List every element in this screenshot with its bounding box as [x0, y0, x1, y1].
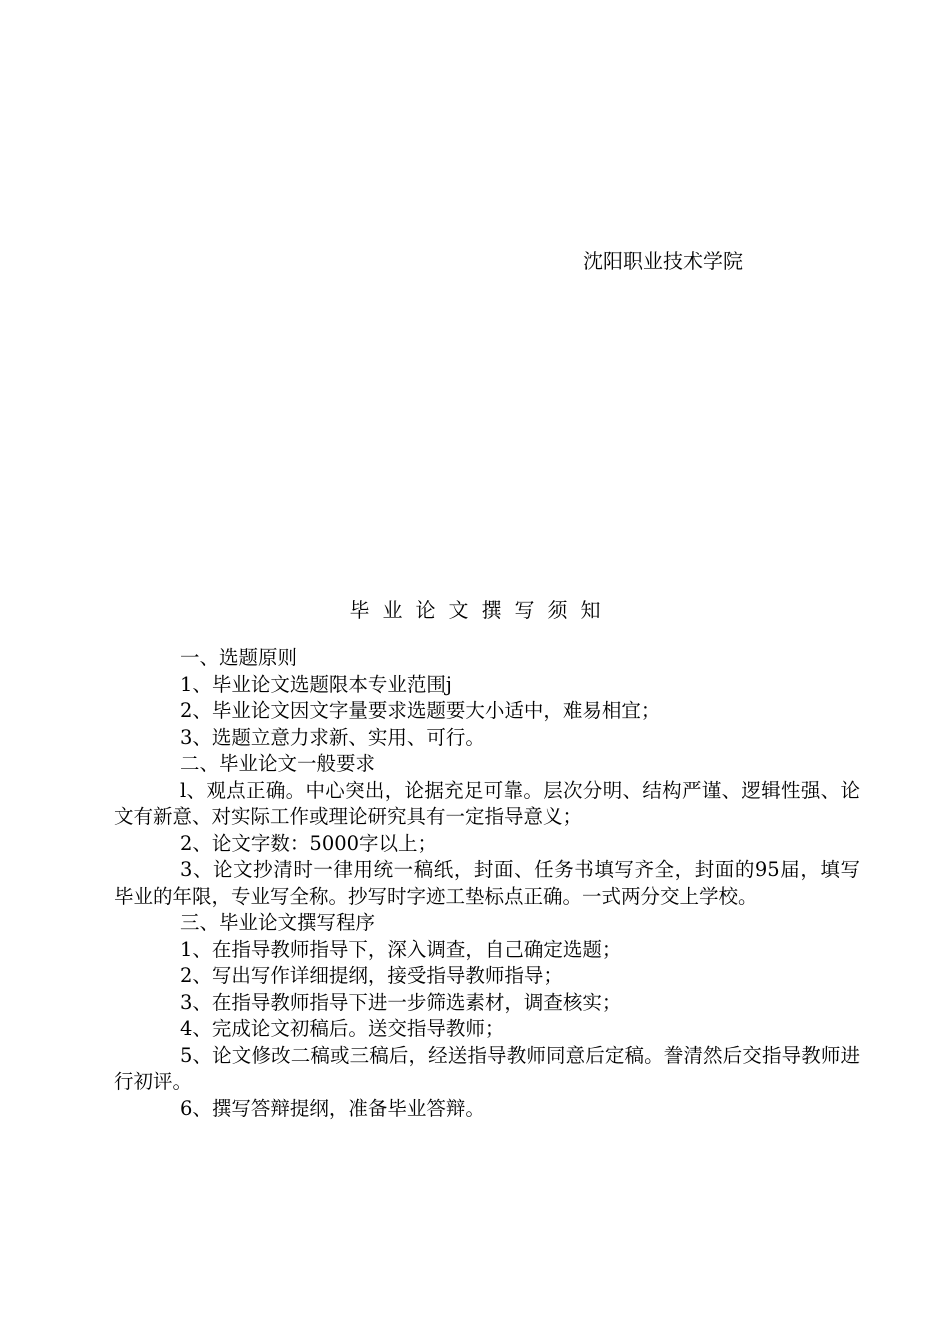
section-heading-topic-principles: 一、选题原则	[180, 646, 298, 669]
section-heading-writing-procedure: 三、毕业论文撰写程序	[180, 911, 376, 934]
paragraph-item: 5、论文修改二稿或三稿后，经送指导教师同意后定稿。誊清然后交指导教师进行初评。	[114, 1043, 860, 1093]
paragraph-item: 1、毕业论文选题限本专业范围j	[180, 672, 452, 696]
paragraph-item: l、观点正确。中心突出，论据充足可靠。层次分明、结构严谨、逻辑性强、论文有新意、对实际工作或理论研究具有一定指导意义；	[114, 778, 860, 828]
paragraph-item: 6、撰写答辩提纲，准备毕业答辩。	[180, 1096, 485, 1120]
paragraph-item: 3、论文抄清时一律用统一稿纸，封面、任务书填写齐全，封面的95届，填写毕业的年限，专业写全称。抄写时字迹工垫标点正确。一式两分交上学校。	[114, 858, 860, 908]
document-body	[114, 645, 860, 1122]
institution-name: 沈阳职业技术学院	[583, 249, 743, 273]
paragraph-item: 3、选题立意力求新、实用、可行。	[180, 725, 485, 749]
paragraph-item: 1、在指导教师指导下，深入调查，自己确定选题；	[180, 937, 622, 961]
paragraph-item: 2、毕业论文因文字量要求选题要大小适中，难易相宜；	[180, 699, 661, 722]
paragraph-item: 3、在指导教师指导下进一步筛选素材，调查核实；	[180, 990, 622, 1014]
paragraph-item: 2、论文字数：5000字以上；	[180, 831, 438, 855]
paragraph-item: 2、写出写作详细提纲，接受指导教师指导；	[180, 964, 563, 987]
paragraph-item: 4、完成论文初稿后。送交指导教师；	[180, 1017, 505, 1040]
section-heading-general-requirements: 二、毕业论文一般要求	[180, 752, 376, 775]
document-title: 毕业论文撰写须知	[349, 598, 614, 622]
